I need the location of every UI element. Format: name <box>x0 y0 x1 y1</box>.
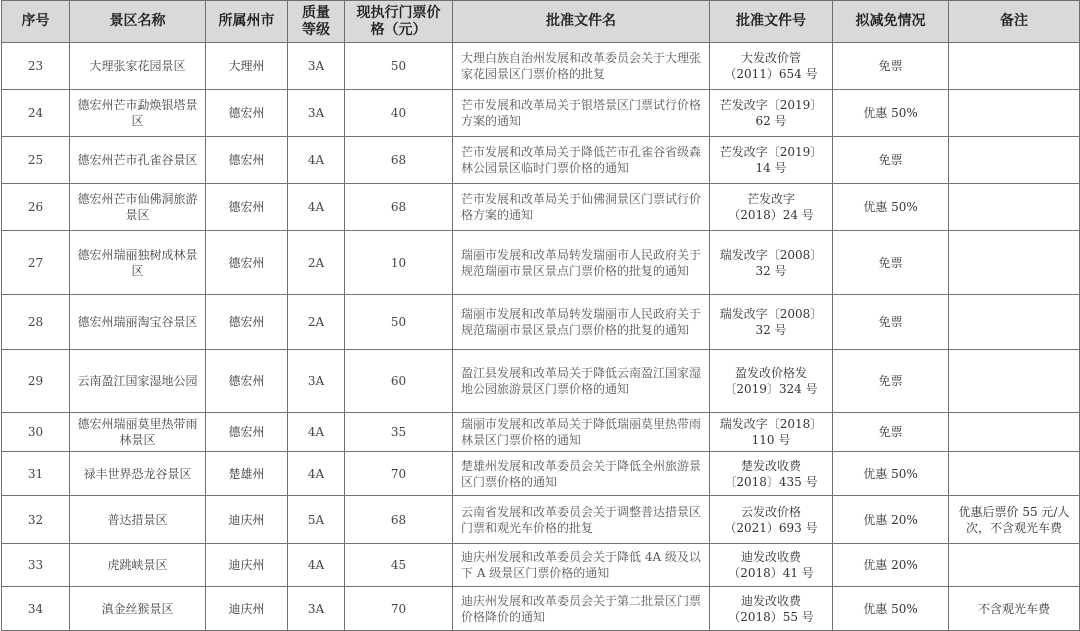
row-discount: 优惠 50% <box>833 184 949 231</box>
row-city: 德宏州 <box>206 184 288 231</box>
row-price: 60 <box>345 350 453 413</box>
doc-no-line2: （2018）41 号 <box>728 566 814 580</box>
table-row <box>2 295 1080 350</box>
table-row <box>2 184 1080 231</box>
table-row <box>2 452 1080 496</box>
row-grade: 4A <box>288 452 345 496</box>
row-city: 德宏州 <box>206 137 288 184</box>
header-name: 景区名称 <box>70 1 206 43</box>
table-row <box>2 350 1080 413</box>
row-doc-no <box>710 496 833 544</box>
row-doc-name: 芒市发展和改革局关于银塔景区门票试行价格方案的通知 <box>453 90 710 137</box>
header-price <box>345 1 453 43</box>
row-index: 28 <box>2 295 70 350</box>
row-scenic-name: 德宏州芒市仙佛洞旅游景区 <box>70 184 206 231</box>
doc-no-line2: 14 号 <box>755 161 787 175</box>
doc-no-line2: （2011）654 号 <box>724 67 818 81</box>
header-discount: 拟减免情况 <box>833 1 949 43</box>
row-doc-no <box>710 137 833 184</box>
doc-no-line2: 32 号 <box>755 263 787 278</box>
doc-no-line1: 楚发改收费 <box>740 458 801 473</box>
row-discount: 优惠 50% <box>833 90 949 137</box>
row-price: 50 <box>345 43 453 90</box>
doc-no-line1: 大发改价管 <box>740 51 801 65</box>
row-doc-name: 云南省发展和改革委员会关于调整普达措景区门票和观光车价格的批复 <box>453 496 710 544</box>
row-index: 30 <box>2 413 70 452</box>
doc-no-line2: 〔2019〕324 号 <box>724 382 818 396</box>
table-row <box>2 90 1080 137</box>
row-grade: 4A <box>288 544 345 587</box>
row-doc-no <box>710 544 833 587</box>
row-doc-name: 迪庆州发展和改革委员会关于降低 4A 级及以下 A 级景区门票价格的通知 <box>453 544 710 587</box>
row-city: 迪庆州 <box>206 544 288 587</box>
doc-no-line1: 瑞发改字〔2018〕 <box>719 417 823 431</box>
header-price-line2: 格（元） <box>370 21 427 38</box>
row-note <box>949 231 1080 295</box>
row-doc-name: 瑞丽市发展和改革局转发瑞丽市人民政府关于规范瑞丽市景区景点门票价格的批复的通知 <box>453 295 710 350</box>
doc-no-line2: （2021）693 号 <box>724 520 818 535</box>
row-city: 迪庆州 <box>206 496 288 544</box>
row-doc-no <box>710 90 833 137</box>
row-grade: 4A <box>288 184 345 231</box>
doc-no-line1: 瑞发改字〔2008〕 <box>719 307 823 321</box>
row-index: 24 <box>2 90 70 137</box>
row-note: 不含观光车费 <box>949 587 1080 631</box>
header-row <box>2 1 1080 43</box>
row-price: 45 <box>345 544 453 587</box>
header-price-line1: 现执行门票价 <box>356 4 441 21</box>
row-price: 40 <box>345 90 453 137</box>
row-scenic-name: 德宏州芒市勐焕银塔景区 <box>70 90 206 137</box>
row-index: 23 <box>2 43 70 90</box>
doc-no-line1: 瑞发改字〔2008〕 <box>719 247 823 262</box>
header-doc-name: 批准文件名 <box>453 1 710 43</box>
row-grade: 3A <box>288 587 345 631</box>
row-city: 德宏州 <box>206 350 288 413</box>
table-row <box>2 587 1080 631</box>
table-row <box>2 231 1080 295</box>
row-grade: 4A <box>288 413 345 452</box>
row-index: 26 <box>2 184 70 231</box>
row-scenic-name: 普达措景区 <box>70 496 206 544</box>
row-scenic-name: 滇金丝猴景区 <box>70 587 206 631</box>
row-grade: 3A <box>288 90 345 137</box>
header-city: 所属州市 <box>206 1 288 43</box>
doc-no-line1: 芒发改字〔2019〕 <box>719 145 823 159</box>
row-scenic-name: 德宏州瑞丽淘宝谷景区 <box>70 295 206 350</box>
row-scenic-name: 德宏州瑞丽独树成林景区 <box>70 231 206 295</box>
row-doc-name: 芒市发展和改革局关于降低芒市孔雀谷省级森林公园景区临时门票价格的通知 <box>453 137 710 184</box>
row-note <box>949 137 1080 184</box>
row-note <box>949 350 1080 413</box>
table-row <box>2 137 1080 184</box>
row-discount: 免票 <box>833 350 949 413</box>
table-body <box>2 43 1080 631</box>
doc-no-line1: 迪发改收费 <box>740 593 801 608</box>
row-discount: 免票 <box>833 295 949 350</box>
row-city: 德宏州 <box>206 413 288 452</box>
header-grade <box>288 1 345 43</box>
row-city: 德宏州 <box>206 295 288 350</box>
row-scenic-name: 禄丰世界恐龙谷景区 <box>70 452 206 496</box>
row-doc-no <box>710 231 833 295</box>
header-grade-line2: 等级 <box>302 21 330 38</box>
table-row <box>2 413 1080 452</box>
row-scenic-name: 大理张家花园景区 <box>70 43 206 90</box>
row-index: 34 <box>2 587 70 631</box>
row-price: 70 <box>345 587 453 631</box>
doc-no-line2: 62 号 <box>755 114 787 128</box>
row-price: 68 <box>345 137 453 184</box>
header-note: 备注 <box>949 1 1080 43</box>
row-index: 29 <box>2 350 70 413</box>
row-note <box>949 295 1080 350</box>
row-note <box>949 184 1080 231</box>
doc-no-line2: 32 号 <box>755 323 787 337</box>
row-doc-no <box>710 43 833 90</box>
doc-no-line2: 〔2018〕435 号 <box>724 474 818 489</box>
row-index: 32 <box>2 496 70 544</box>
row-doc-name: 芒市发展和改革局关于仙佛洞景区门票试行价格方案的通知 <box>453 184 710 231</box>
row-doc-no <box>710 587 833 631</box>
row-price: 68 <box>345 496 453 544</box>
row-discount: 免票 <box>833 137 949 184</box>
row-note <box>949 452 1080 496</box>
row-doc-no <box>710 184 833 231</box>
row-city: 德宏州 <box>206 90 288 137</box>
header-grade-line1: 质量 <box>302 4 330 21</box>
header-doc-no: 批准文件号 <box>710 1 833 43</box>
row-price: 70 <box>345 452 453 496</box>
row-scenic-name: 云南盈江国家湿地公园 <box>70 350 206 413</box>
row-discount: 优惠 50% <box>833 587 949 631</box>
row-city: 楚雄州 <box>206 452 288 496</box>
doc-no-line1: 盈发改价格发 <box>734 366 807 380</box>
scenic-area-price-table <box>1 0 1080 631</box>
row-doc-no <box>710 350 833 413</box>
row-discount: 免票 <box>833 43 949 90</box>
row-note: 优惠后票价 55 元/人次，不含观光车费 <box>949 496 1080 544</box>
row-price: 50 <box>345 295 453 350</box>
doc-no-line2: 110 号 <box>751 433 791 447</box>
row-grade: 5A <box>288 496 345 544</box>
row-doc-no <box>710 295 833 350</box>
row-doc-name: 大理白族自治州发展和改革委员会关于大理张家花园景区门票价格的批复 <box>453 43 710 90</box>
row-discount: 免票 <box>833 413 949 452</box>
row-discount: 优惠 20% <box>833 544 949 587</box>
table-row <box>2 544 1080 587</box>
row-grade: 3A <box>288 43 345 90</box>
row-grade: 2A <box>288 295 345 350</box>
row-scenic-name: 德宏州芒市孔雀谷景区 <box>70 137 206 184</box>
row-doc-name: 盈江县发展和改革局关于降低云南盈江国家湿地公园旅游景区门票价格的通知 <box>453 350 710 413</box>
header-index: 序号 <box>2 1 70 43</box>
doc-no-line1: 芒发改字 <box>746 192 795 206</box>
row-doc-name: 楚雄州发展和改革委员会关于降低全州旅游景区门票价格的通知 <box>453 452 710 496</box>
row-doc-name: 迪庆州发展和改革委员会关于第二批景区门票价格降价的通知 <box>453 587 710 631</box>
row-price: 35 <box>345 413 453 452</box>
row-price: 10 <box>345 231 453 295</box>
doc-no-line1: 迪发改收费 <box>740 550 801 564</box>
table-row <box>2 43 1080 90</box>
row-price: 68 <box>345 184 453 231</box>
row-city: 迪庆州 <box>206 587 288 631</box>
row-scenic-name: 德宏州瑞丽莫里热带雨林景区 <box>70 413 206 452</box>
row-discount: 优惠 20% <box>833 496 949 544</box>
row-index: 33 <box>2 544 70 587</box>
row-note <box>949 544 1080 587</box>
row-index: 31 <box>2 452 70 496</box>
row-grade: 3A <box>288 350 345 413</box>
row-scenic-name: 虎跳峡景区 <box>70 544 206 587</box>
row-grade: 2A <box>288 231 345 295</box>
row-discount: 免票 <box>833 231 949 295</box>
row-doc-name: 瑞丽市发展和改革局转发瑞丽市人民政府关于规范瑞丽市景区景点门票价格的批复的通知 <box>453 231 710 295</box>
doc-no-line2: （2018）24 号 <box>728 208 814 222</box>
doc-no-line2: （2018）55 号 <box>728 609 814 624</box>
doc-no-line1: 芒发改字〔2019〕 <box>719 98 823 112</box>
table-row <box>2 496 1080 544</box>
row-note <box>949 90 1080 137</box>
row-grade: 4A <box>288 137 345 184</box>
row-note <box>949 43 1080 90</box>
row-doc-name: 瑞丽市发展和改革局关于降低瑞丽莫里热带雨林景区门票价格的通知 <box>453 413 710 452</box>
doc-no-line1: 云发改价格 <box>740 504 801 519</box>
row-city: 大理州 <box>206 43 288 90</box>
row-discount: 优惠 50% <box>833 452 949 496</box>
row-doc-no <box>710 413 833 452</box>
row-doc-no <box>710 452 833 496</box>
row-index: 25 <box>2 137 70 184</box>
row-note <box>949 413 1080 452</box>
row-city: 德宏州 <box>206 231 288 295</box>
row-index: 27 <box>2 231 70 295</box>
